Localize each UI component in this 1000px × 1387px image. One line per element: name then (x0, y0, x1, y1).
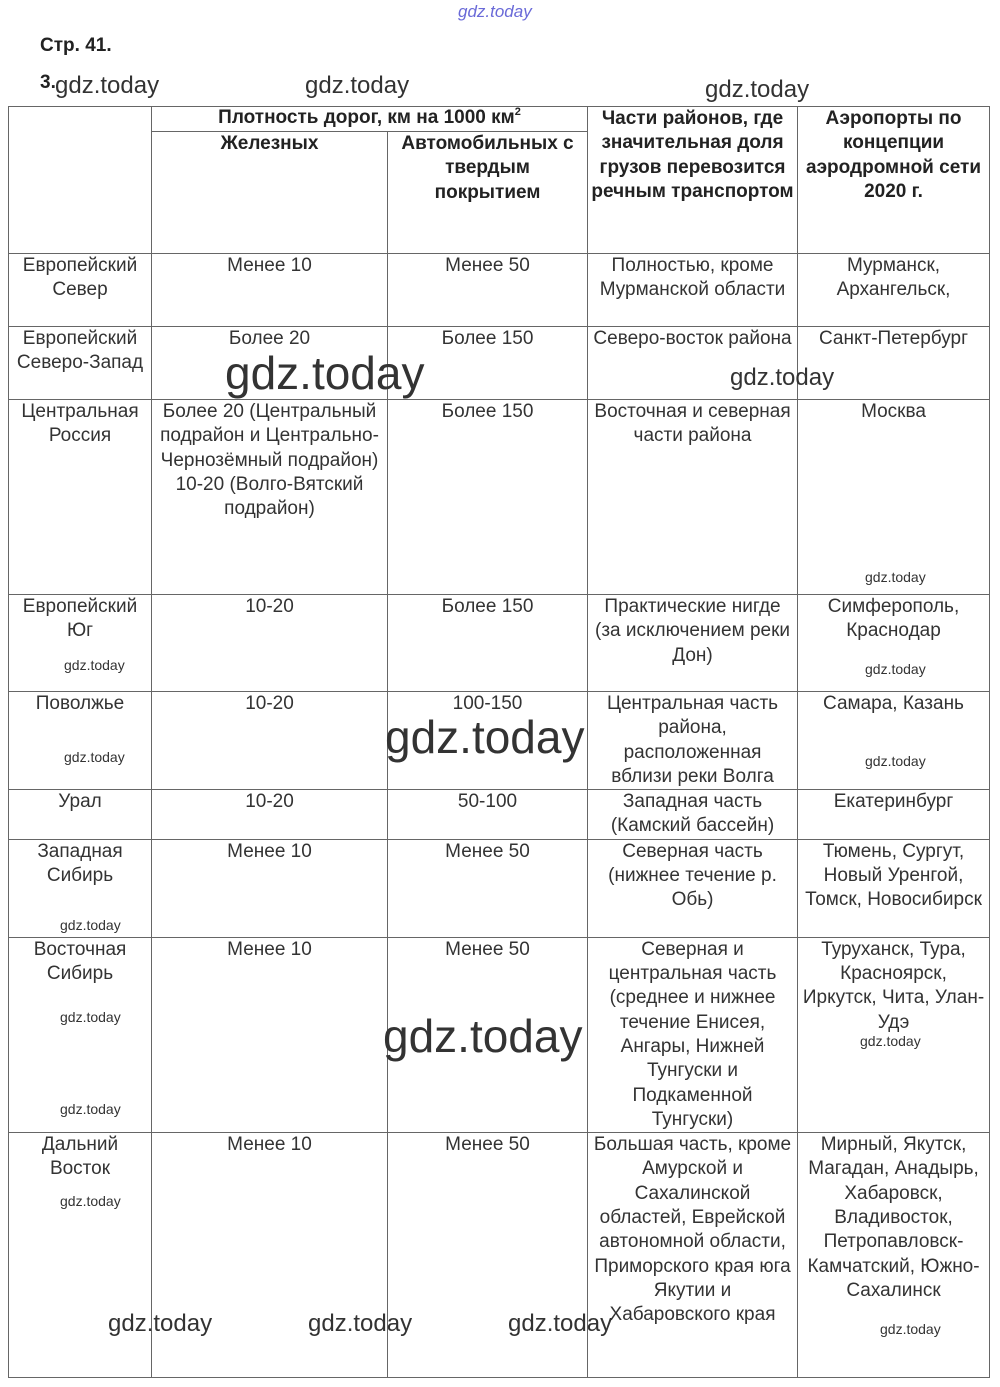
river-header: Части районов, где значительная доля грузов перевозится речным транспортом (588, 107, 798, 254)
rail-density-cell: Менее 10 (152, 839, 388, 937)
table-row (9, 839, 990, 937)
region-cell: Восточная Сибирь (9, 937, 152, 1132)
page-reference: Стр. 41. (40, 35, 112, 56)
watermark: gdz.today (880, 1321, 941, 1337)
river-cell: Северная часть (нижнее течение р. Обь) (588, 839, 798, 937)
watermark: gdz.today (64, 657, 125, 673)
watermark: gdz.today (308, 1310, 413, 1337)
watermark: gdz.today (383, 1010, 583, 1062)
rail-density-cell: 10-20 (152, 790, 388, 840)
table-row (9, 327, 990, 400)
task-number: 3. (40, 72, 56, 93)
region-cell: Центральная Россия (9, 400, 152, 595)
airports-cell: Мирный, Якутск, Магадан, Анадырь, Хабаровск, Владивосток, Петропавловск-Камчатский, Южно-Сахалинск (798, 1133, 990, 1378)
watermark: gdz.today (865, 569, 926, 585)
watermark: gdz.today (64, 749, 125, 765)
auto-density-cell: Менее 50 (388, 1133, 588, 1378)
table-row (9, 1133, 990, 1378)
rail-density-cell: Более 20 (Центральный подрайон и Центрально-Чернозёмный подрайон) 10-20 (Волго-Вятский подрайон) (152, 400, 388, 595)
watermark: gdz.today (865, 753, 926, 769)
watermark: gdz.today (225, 347, 425, 399)
airports-cell: Тюмень, Сургут, Новый Уренгой, Томск, Новосибирск (798, 839, 990, 937)
region-cell: Европейский Северо-Запад (9, 327, 152, 400)
river-cell: Западная часть (Камский бассейн) (588, 790, 798, 840)
watermark: gdz.today (705, 76, 810, 103)
airports-cell: Симферополь, Краснодар (798, 595, 990, 692)
table-row (9, 595, 990, 692)
airports-cell: Мурманск, Архангельск, (798, 254, 990, 327)
region-cell: Урал (9, 790, 152, 840)
density-header-text: Плотность дорог, км на 1000 км (218, 107, 515, 128)
auto-density-cell: 50-100 (388, 790, 588, 840)
river-cell: Восточная и северная части района (588, 400, 798, 595)
rail-density-cell: Менее 10 (152, 937, 388, 1132)
rail-density-cell: Более 20 (152, 327, 388, 400)
airports-header: Аэропорты по концепции аэродромной сети 2020 г. (798, 107, 990, 254)
watermark: gdz.today (60, 917, 121, 933)
auto-density-cell: Более 150 (388, 400, 588, 595)
region-cell: Европейский Юг (9, 595, 152, 692)
river-cell: Практические нигде (за исключением реки Дон) (588, 595, 798, 692)
region-header-empty (9, 107, 152, 254)
auto-density-cell: Менее 50 (388, 937, 588, 1132)
rail-header: Железных (152, 132, 388, 254)
region-cell: Западная Сибирь (9, 839, 152, 937)
watermark: gdz.today (55, 72, 160, 99)
auto-header: Автомобильных с твердым покрытием (388, 132, 588, 254)
watermark: gdz.today (730, 364, 835, 391)
rail-density-cell: Менее 10 (152, 1133, 388, 1378)
watermark: gdz.today (60, 1009, 121, 1025)
top-watermark: gdz.today (458, 2, 532, 21)
rail-density-cell: 10-20 (152, 692, 388, 790)
river-cell: Полностью, кроме Мурманской области (588, 254, 798, 327)
airports-cell: Екатеринбург (798, 790, 990, 840)
table-header-row-1 (9, 107, 990, 132)
watermark: gdz.today (508, 1310, 613, 1337)
density-group-header (152, 107, 588, 132)
rail-density-cell: 10-20 (152, 595, 388, 692)
airports-cell: Туруханск, Тура, Красноярск, Иркутск, Чита, Улан-Удэ (798, 937, 990, 1132)
auto-density-cell: Более 150 (388, 595, 588, 692)
airports-cell: Санкт-Петербург (798, 327, 990, 400)
river-cell: Северная и центральная часть (среднее и нижнее течение Енисея, Ангары, Нижней Тунгуски и Подкаменной Тунгуски) (588, 937, 798, 1132)
table-row (9, 254, 990, 327)
airports-cell: Самара, Казань (798, 692, 990, 790)
river-cell: Северо-восток района (588, 327, 798, 400)
watermark: gdz.today (385, 711, 585, 763)
region-cell: Европейский Север (9, 254, 152, 327)
watermark: gdz.today (305, 72, 410, 99)
river-cell: Большая часть, кроме Амурской и Сахалинской областей, Еврейской автономной области, Приморского края юга Якутии и Хабаровского края (588, 1133, 798, 1378)
watermark: gdz.today (108, 1310, 213, 1337)
watermark: gdz.today (60, 1101, 121, 1117)
auto-density-cell: 100-150 (388, 692, 588, 790)
table-row (9, 400, 990, 595)
airports-cell: Москва (798, 400, 990, 595)
watermark: gdz.today (60, 1193, 121, 1209)
table-row (9, 790, 990, 840)
rail-density-cell: Менее 10 (152, 254, 388, 327)
watermark: gdz.today (860, 1033, 921, 1049)
auto-density-cell: Менее 50 (388, 254, 588, 327)
auto-density-cell: Менее 50 (388, 839, 588, 937)
density-header-sup: 2 (514, 106, 521, 118)
auto-density-cell: Более 150 (388, 327, 588, 400)
river-cell: Центральная часть района, расположенная вблизи реки Волга (588, 692, 798, 790)
region-cell: Дальний Восток (9, 1133, 152, 1378)
region-cell: Поволжье (9, 692, 152, 790)
watermark: gdz.today (865, 661, 926, 677)
